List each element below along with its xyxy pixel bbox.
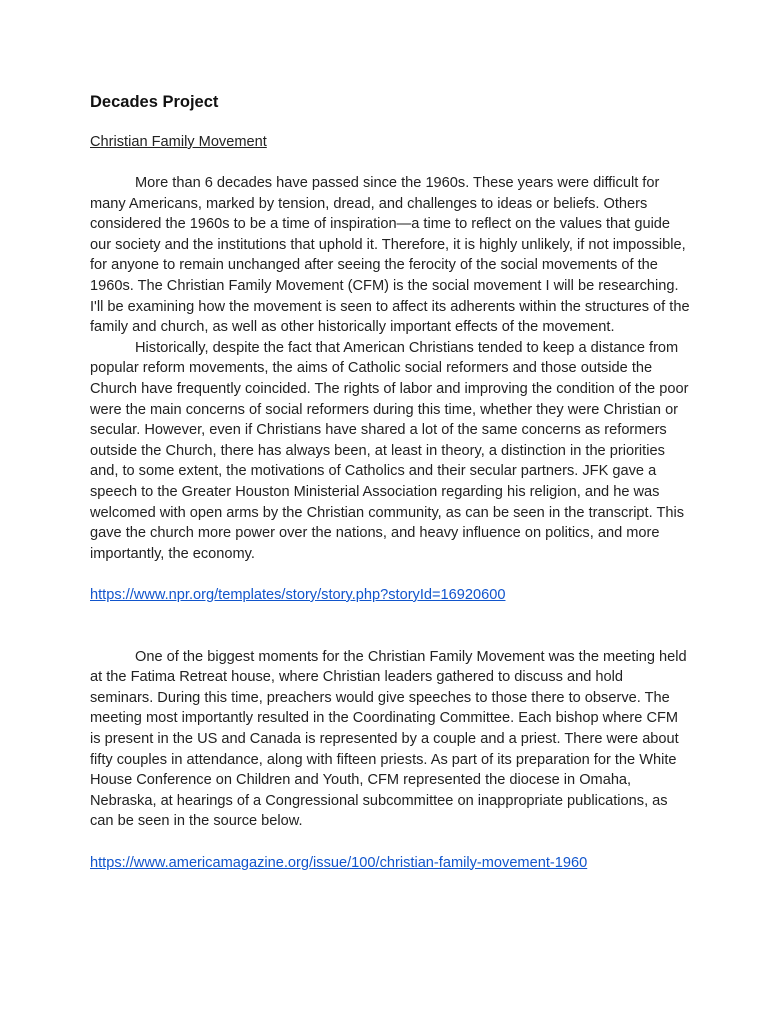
paragraph-fatima-meeting: One of the biggest moments for the Christian Family Movement was the meeting held at the Fatima Retreat house, where Christian leaders gathered to discuss and hold seminars. During this time, preachers would give speeches to those there to observe. The meeting most importantly resulted in the Coordinating Committee. Each bishop where CFM is present in the US and Canada is represented by a couple and a priest. There were about fifty couples in attendance, along with fifteen priests. As part of its preparation for the White House Conference on Children and Youth, CFM represented the diocese in Omaha, Nebraska, at hearings of a Congressional subcommittee on inappropriate publications, as can be seen in the source below.	[90, 648, 687, 830]
source-link-npr[interactable]: https://www.npr.org/templates/story/story.php?storyId=16920600	[90, 586, 506, 603]
blank-line	[90, 832, 690, 853]
document-subtitle: Christian Family Movement	[90, 134, 267, 150]
paragraph-intro: More than 6 decades have passed since the 1960s. These years were difficult for many Americans, marked by tension, dread, and challenges to ideas or beliefs. Others considered the 1960s to be a time of inspiration—a time to reflect on the values that guide our society and the institutions that uphold it. Therefore, it is highly unlikely, if not impossible, for anyone to remain unchanged after seeing the ferocity of the social movements of the 1960s. The Christian Family Movement (CFM) is the social movement I will be researching. I'll be examining how the movement is seen to affect its adherents within the structures of the family and church, as well as other historically important effects of the movement.	[90, 175, 690, 336]
blank-line	[90, 605, 690, 626]
blank-line	[90, 626, 690, 647]
document-page	[90, 90, 690, 873]
blank-line	[90, 564, 690, 585]
paragraph-history: Historically, despite the fact that American Christians tended to keep a distance from popular reform movements, the aims of Catholic social reformers and those outside the Church have frequently coincided. The rights of labor and improving the condition of the poor were the main concerns of social reformers during this time, whether they were Christian or secular. However, even if Christians have shared a lot of the same concerns as reformers outside the Church, there has always been, at least in theory, a distinction in the priorities and, to some extent, the motivations of Catholics and their secular partners. JFK gave a speech to the Greater Houston Ministerial Association regarding his religion, and he was welcomed with open arms by the Christian community, as can be seen in the transcript. This gave the church more power over the nations, and heavy influence on politics, and more importantly, the economy.	[90, 339, 689, 562]
source-link-america-magazine[interactable]: https://www.americamagazine.org/issue/100/christian-family-movement-1960	[90, 854, 588, 871]
document-title: Decades Project	[90, 93, 219, 111]
